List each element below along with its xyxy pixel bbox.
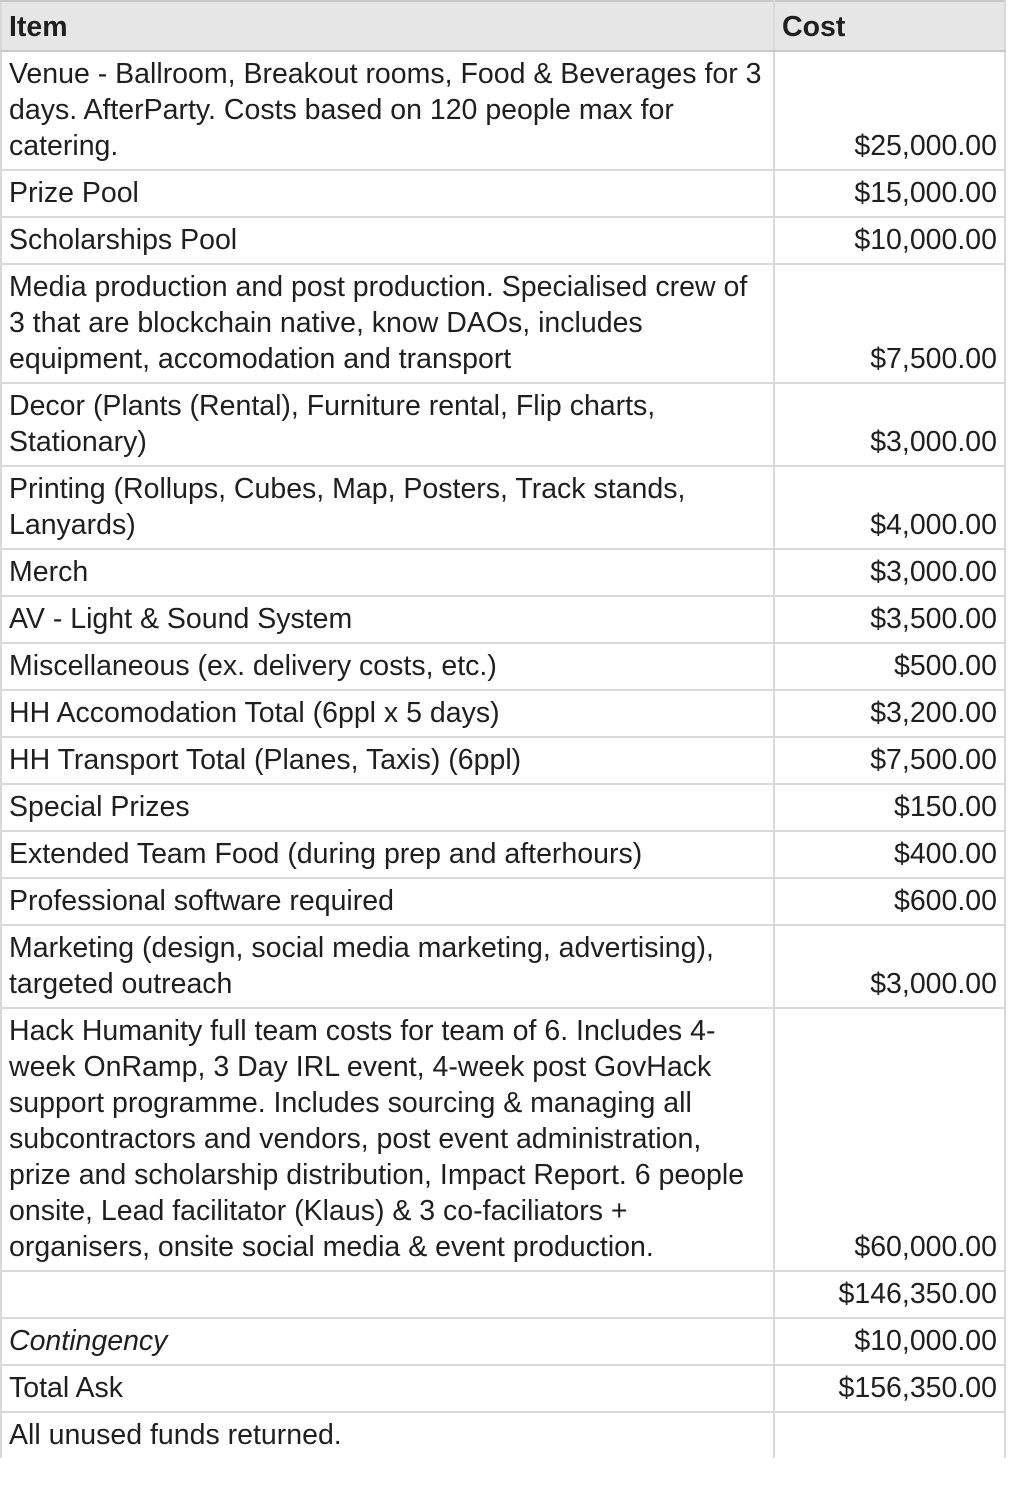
table-row (1, 878, 1005, 925)
item-cell[interactable]: Merch (1, 549, 774, 596)
cost-cell[interactable]: $25,000.00 (774, 51, 1005, 170)
column-header-item[interactable]: Item (1, 1, 774, 51)
subtotal-item-cell[interactable] (1, 1271, 774, 1318)
note-item-cell[interactable]: All unused funds returned. (1, 1412, 774, 1458)
subtotal-cost-cell[interactable]: $146,350.00 (774, 1271, 1005, 1318)
cost-cell[interactable]: $7,500.00 (774, 264, 1005, 383)
item-cell[interactable]: Scholarships Pool (1, 217, 774, 264)
header-row (1, 1, 1005, 51)
item-cell[interactable]: Prize Pool (1, 170, 774, 217)
cost-cell[interactable]: $500.00 (774, 643, 1005, 690)
cost-cell[interactable]: $3,200.00 (774, 690, 1005, 737)
total-row (1, 1365, 1005, 1412)
item-cell[interactable]: AV - Light & Sound System (1, 596, 774, 643)
item-cell[interactable]: HH Transport Total (Planes, Taxis) (6ppl) (1, 737, 774, 784)
cost-cell[interactable]: $3,000.00 (774, 925, 1005, 1008)
item-cell[interactable]: Miscellaneous (ex. delivery costs, etc.) (1, 643, 774, 690)
table-row (1, 264, 1005, 383)
total-item-cell[interactable]: Total Ask (1, 1365, 774, 1412)
table-row (1, 925, 1005, 1008)
table-row (1, 1008, 1005, 1271)
cost-cell[interactable]: $15,000.00 (774, 170, 1005, 217)
table-row (1, 737, 1005, 784)
item-cell[interactable]: Professional software required (1, 878, 774, 925)
table-row (1, 784, 1005, 831)
cost-cell[interactable]: $3,500.00 (774, 596, 1005, 643)
total-cost-cell[interactable]: $156,350.00 (774, 1365, 1005, 1412)
table-row (1, 51, 1005, 170)
item-cell[interactable]: Printing (Rollups, Cubes, Map, Posters, Track stands, Lanyards) (1, 466, 774, 549)
cost-cell[interactable]: $3,000.00 (774, 383, 1005, 466)
item-cell[interactable]: Hack Humanity full team costs for team of 6. Includes 4-week OnRamp, 3 Day IRL event, 4-week post GovHack support programme. Includes sourcing & managing all subcontractors and vendors, post event administration, prize and scholarship distribution, Impact Report. 6 people onsite, Lead facilitator (Klaus) & 3 co-faciliators + organisers, onsite social media & event production. (1, 1008, 774, 1271)
note-cost-cell[interactable] (774, 1412, 1005, 1458)
item-cell[interactable]: Media production and post production. Specialised crew of 3 that are blockchain native, know DAOs, includes equipment, accomodation and transport (1, 264, 774, 383)
cost-cell[interactable]: $600.00 (774, 878, 1005, 925)
cost-cell[interactable]: $150.00 (774, 784, 1005, 831)
table-row (1, 383, 1005, 466)
table-row (1, 831, 1005, 878)
item-cell[interactable]: HH Accomodation Total (6ppl x 5 days) (1, 690, 774, 737)
table-row (1, 217, 1005, 264)
table-row (1, 690, 1005, 737)
table-row (1, 549, 1005, 596)
contingency-row (1, 1318, 1005, 1365)
cost-cell[interactable]: $3,000.00 (774, 549, 1005, 596)
table-row (1, 466, 1005, 549)
cost-cell[interactable]: $4,000.00 (774, 466, 1005, 549)
item-cell[interactable]: Special Prizes (1, 784, 774, 831)
contingency-item-cell[interactable]: Contingency (1, 1318, 774, 1365)
item-cell[interactable]: Extended Team Food (during prep and afterhours) (1, 831, 774, 878)
note-row (1, 1412, 1005, 1458)
cost-cell[interactable]: $10,000.00 (774, 217, 1005, 264)
cost-cell[interactable]: $60,000.00 (774, 1008, 1005, 1271)
subtotal-row (1, 1271, 1005, 1318)
table-row (1, 643, 1005, 690)
cost-cell[interactable]: $7,500.00 (774, 737, 1005, 784)
item-cell[interactable]: Venue - Ballroom, Breakout rooms, Food & Beverages for 3 days. AfterParty. Costs based on 120 people max for catering. (1, 51, 774, 170)
item-cell[interactable]: Decor (Plants (Rental), Furniture rental, Flip charts, Stationary) (1, 383, 774, 466)
table-row (1, 596, 1005, 643)
column-header-cost[interactable]: Cost (774, 1, 1005, 51)
cost-cell[interactable]: $400.00 (774, 831, 1005, 878)
contingency-cost-cell[interactable]: $10,000.00 (774, 1318, 1005, 1365)
item-cell[interactable]: Marketing (design, social media marketing, advertising), targeted outreach (1, 925, 774, 1008)
table-row (1, 170, 1005, 217)
